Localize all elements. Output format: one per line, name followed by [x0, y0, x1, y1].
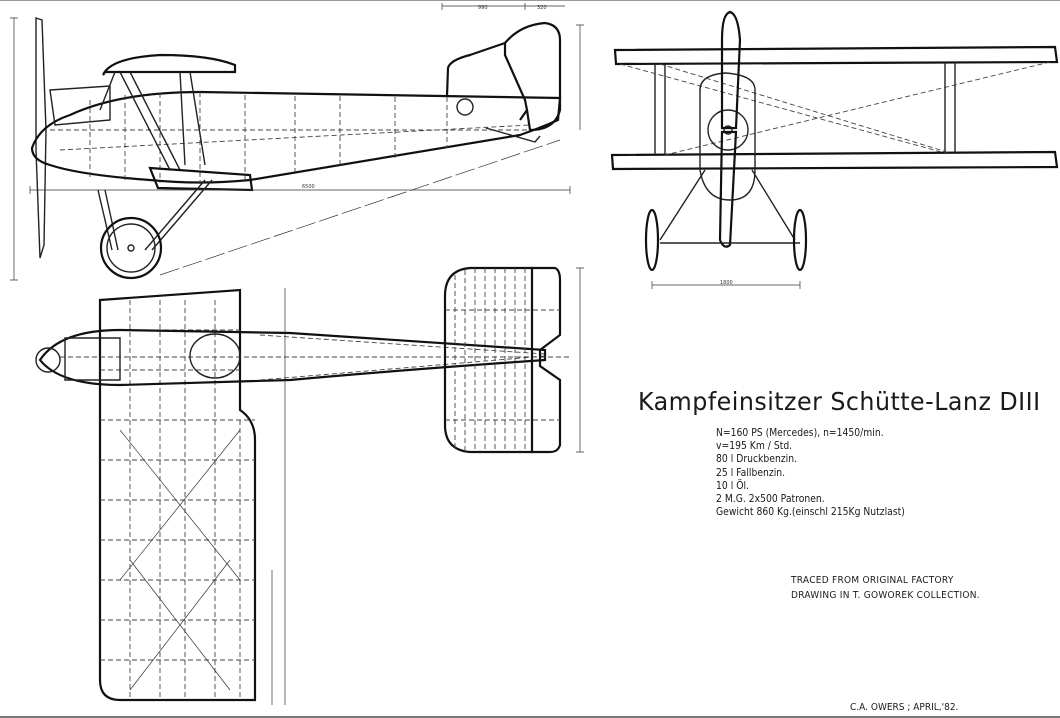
- spec-pressure-fuel: 80 l Druckbenzin.: [716, 453, 798, 466]
- drawing-title: Kampfeinsitzer Schütte-Lanz DIII: [638, 387, 1041, 416]
- trace-credit-line1: TRACED FROM ORIGINAL FACTORY: [791, 575, 954, 586]
- dim-track: 1800: [720, 280, 733, 286]
- trace-credit-line2: DRAWING IN T. GOWOREK COLLECTION.: [791, 590, 980, 601]
- author-signature: C.A. OWERS ; APRIL,'82.: [850, 702, 959, 713]
- lower-wing-side: [150, 168, 252, 190]
- lower-wing-front: [612, 152, 1057, 169]
- dim-tail-b: 320: [537, 5, 547, 11]
- fin: [447, 43, 527, 120]
- wing-top: [100, 290, 255, 700]
- wheel-left: [646, 210, 658, 270]
- rudder: [505, 23, 560, 130]
- upper-wing-side: [103, 55, 235, 75]
- spec-speed: v=195 Km / Std.: [716, 440, 793, 453]
- spec-oil: 10 l Öl.: [716, 479, 749, 492]
- tailplane: [445, 268, 532, 452]
- front-view: [612, 12, 1057, 289]
- wheel-right: [794, 210, 806, 270]
- spec-engine: N=160 PS (Mercedes), n=1450/min.: [716, 427, 884, 439]
- spec-weight: Gewicht 860 Kg.(einschl 215Kg Nutzlast): [716, 506, 905, 519]
- spec-armament: 2 M.G. 2x500 Patronen.: [716, 493, 825, 506]
- side-view: [10, 3, 584, 280]
- dim-length: 6500: [302, 184, 315, 190]
- spec-gravity-fuel: 25 l Fallbenzin.: [716, 466, 786, 479]
- roundel: [457, 99, 473, 115]
- top-view: [36, 268, 584, 705]
- specifications: [716, 427, 905, 519]
- dim-tail-a: 990: [478, 5, 488, 11]
- upper-wing-front: [615, 47, 1057, 64]
- wheel: [101, 218, 161, 278]
- trace-credit: [791, 573, 980, 603]
